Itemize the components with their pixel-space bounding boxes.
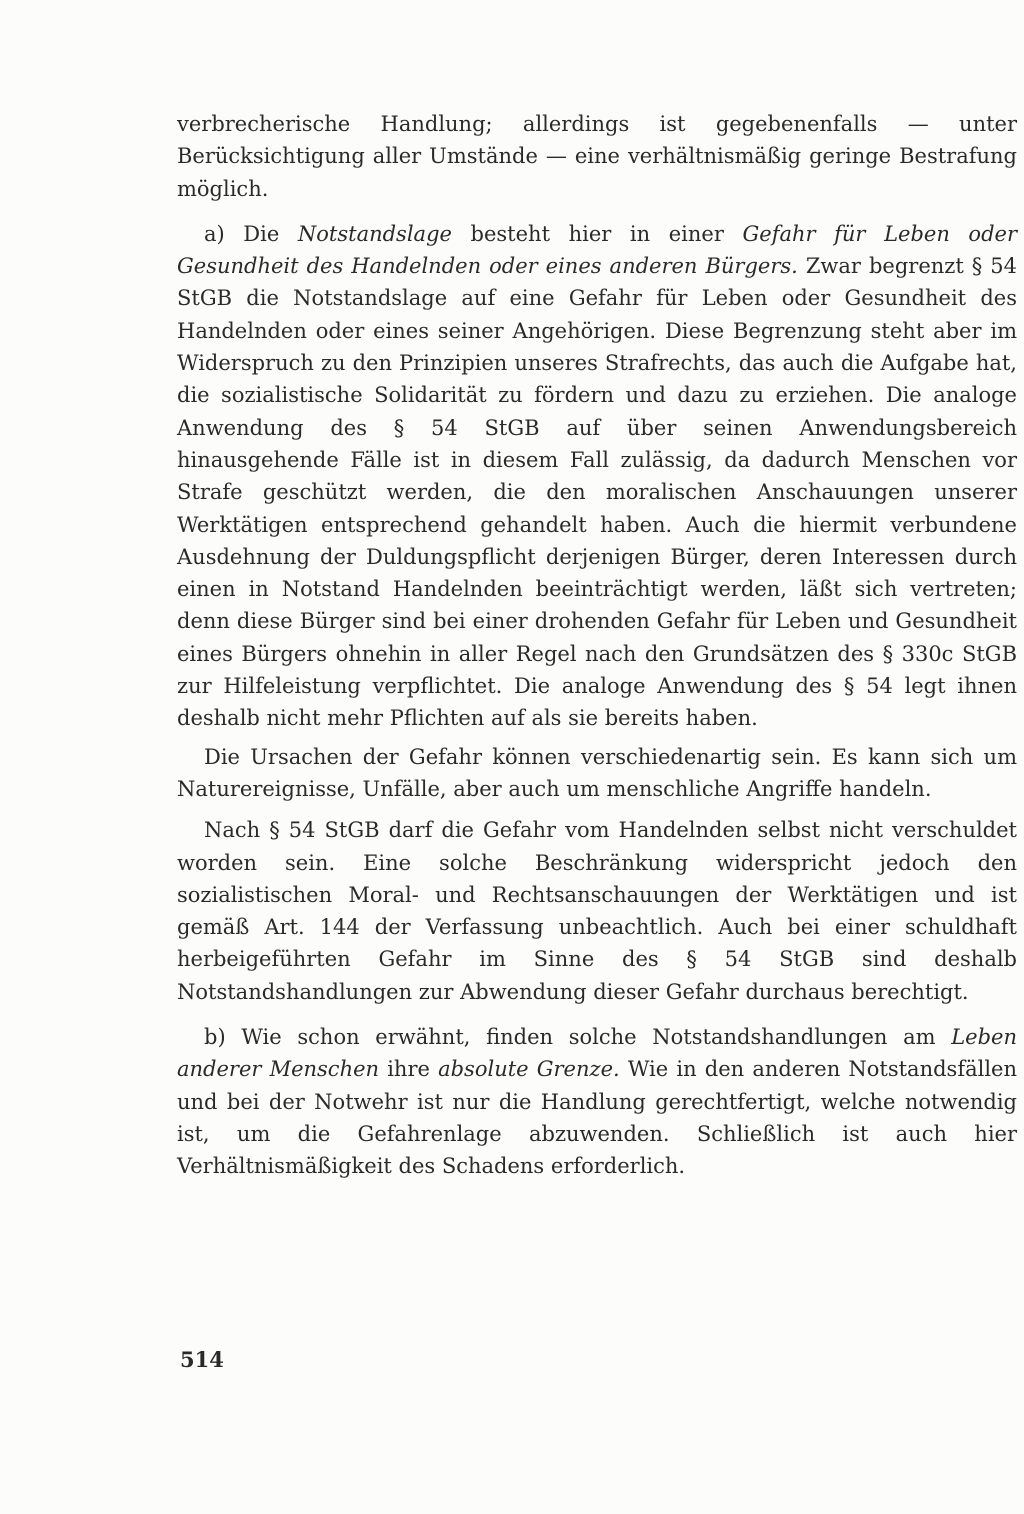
italic-term: Leben anderer Menschen <box>177 1025 1017 1082</box>
paragraph-notstandslage <box>177 218 1017 735</box>
text-segment: a) Die <box>204 221 298 246</box>
paragraph-grenze <box>177 1021 1017 1182</box>
text-segment: Wie in den anderen Notstandsfällen und bei der Notwehr ist nur die Handlung gerechtfertigt, welche notwendig ist, um die Gefahrenlage abzuwenden. Schließlich ist auch hier Verhältnismäßigkeit des Schadens erforderlich. <box>177 1057 1017 1179</box>
paragraph-verschulden <box>177 814 1017 1008</box>
text-segment: ihre <box>379 1057 439 1082</box>
text-segment: verbrecherische Handlung; allerdings ist gegebenenfalls — unter Berücksichtigung aller Umstände — eine verhältnismäßig geringe Bestrafung möglich. <box>177 112 1017 201</box>
text-segment: Nach § 54 StGB darf die Gefahr vom Handelnden selbst nicht verschuldet worden sein. Eine solche Beschränkung widerspricht jedoch den sozialistischen Moral- und Rechtsanschauungen der Werktätigen und ist gemäß Art. 144 der Verfassung unbeachtlich. Auch bei einer schuldhaft herbeigeführten Gefahr im Sinne des § 54 StGB sind deshalb Notstandshandlungen zur Abwendung dieser Gefahr durchaus berechtigt. <box>177 818 1017 1004</box>
italic-term: absolute Grenze. <box>438 1057 620 1082</box>
page-number: 514 <box>180 1347 224 1372</box>
italic-term: Gefahr für Leben oder Gesundheit des Handelnden oder eines anderen Bürgers. <box>177 221 1017 279</box>
paragraph-continuation <box>177 108 1017 205</box>
text-segment: Zwar begrenzt § 54 StGB die Notstandslage auf eine Gefahr für Leben oder Gesundheit des Handelnden oder eines seiner Angehörigen. Diese Begrenzung steht aber im Widerspruch zu den Prinzipien unseres Strafrechts, das auch die Aufgabe hat, die sozialistische Solidarität zu fördern und dazu zu erziehen. Die analoge Anwendung des § 54 StGB auf über seinen Anwendungsbereich hinausgehende Fälle ist in diesem Fall zulässig, da dadurch Menschen vor Strafe geschützt werden, die den moralischen Anschauungen unserer Werktätigen entsprechend gehandelt haben. Auch die hiermit verbundene Ausdehnung der Duldungspflicht derjenigen Bürger, deren Interessen durch einen in Notstand Handelnden beeinträchtigt werden, läßt sich vertreten; denn diese Bürger sind bei einer drohenden Gefahr für Leben und Gesundheit eines Bürgers ohnehin in aller Regel nach den Grundsätzen des § 330c StGB zur Hilfeleistung verpflichtet. Die analoge Anwendung des § 54 legt ihnen deshalb nicht mehr Pflichten auf als sie bereits haben. <box>177 254 1018 731</box>
paragraph-ursachen <box>177 741 1017 806</box>
body-text <box>177 108 1017 1183</box>
italic-term: Notstandslage <box>297 221 452 246</box>
text-segment: b) Wie schon erwähnt, finden solche Notstandshandlungen am <box>204 1025 952 1050</box>
text-segment: Die Ursachen der Gefahr können verschiedenartig sein. Es kann sich um Naturereignisse, Unfälle, aber auch um menschliche Angriffe handeln. <box>177 744 1017 801</box>
text-segment: besteht hier in einer <box>451 221 743 246</box>
